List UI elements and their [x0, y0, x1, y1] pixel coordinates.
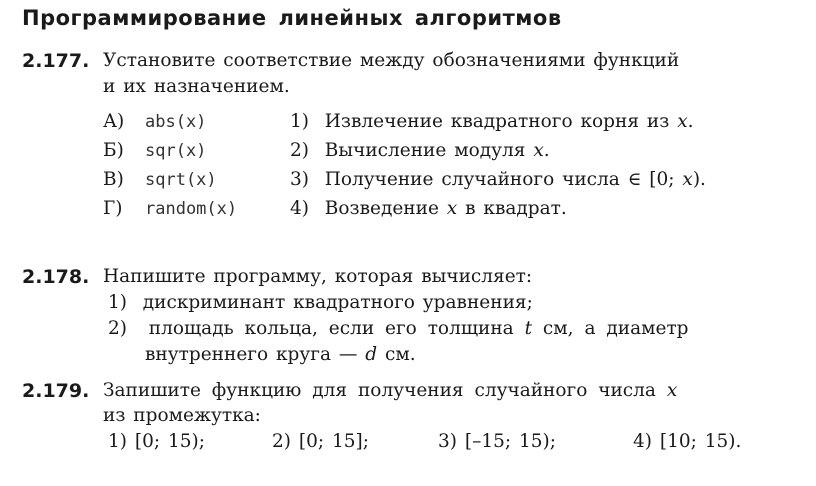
problem-number-2-179: 2.179. [22, 380, 90, 402]
answer-option-1: 1) [0; 15); [108, 431, 205, 452]
problem-number-2-177: 2.177. [22, 50, 90, 72]
function-code-sqrt: sqrt(x) [145, 170, 217, 190]
function-code-abs: abs(x) [145, 112, 207, 132]
problem-2-178-text: Напишите программу, которая вычисляет: [103, 266, 533, 287]
item-var-t: t [524, 318, 533, 339]
problem-2-177-text-line2: и их назначением. [103, 76, 290, 97]
purpose-num: 1) [290, 111, 309, 132]
problem-text: Запишите функцию для получения случайного числа [103, 380, 667, 401]
problem-2-179-text-line2: из промежутка: [103, 405, 261, 426]
function-letter-a: А) [103, 111, 125, 132]
item-text: внутреннего круга — [145, 344, 366, 365]
purpose-text: Извлечение квадратного корня из [324, 111, 678, 132]
problem-2-179-text-line1 [103, 380, 677, 401]
purpose-num: 2) [290, 140, 309, 161]
problem-2-178-item-2-line2 [145, 344, 416, 365]
item-num: 2) [108, 318, 127, 339]
purpose-var: x [677, 111, 688, 132]
function-letter-b: Б) [103, 140, 124, 161]
purpose-item-2 [290, 140, 550, 161]
section-title: Программирование линейных алгоритмов [22, 6, 562, 30]
item-text: дискриминант квадратного уравнения; [142, 292, 533, 313]
item-text-post: см. [377, 344, 416, 365]
purpose-item-1 [290, 111, 694, 132]
purpose-text: Возведение [324, 198, 447, 219]
item-var-d: d [365, 344, 378, 365]
purpose-var: x [446, 198, 458, 219]
purpose-post: . [543, 140, 550, 161]
purpose-num: 3) [290, 169, 309, 190]
purpose-post: . [687, 111, 694, 132]
purpose-post: в квадрат. [457, 198, 567, 219]
purpose-post: ). [692, 169, 706, 190]
function-code-random: random(x) [145, 199, 238, 219]
purpose-var: x [682, 169, 693, 190]
purpose-item-4 [290, 198, 567, 219]
problem-2-178-item-2-line1 [108, 318, 689, 339]
answer-option-4: 4) [10; 15). [633, 431, 742, 452]
item-text: площадь кольца, если его толщина [148, 318, 525, 339]
purpose-text: Получение случайного числа ∈ [0; [324, 169, 683, 190]
function-letter-g: Г) [103, 198, 123, 219]
purpose-var: x [533, 140, 544, 161]
problem-number-2-178: 2.178. [22, 266, 90, 288]
item-num: 1) [108, 292, 127, 313]
purpose-num: 4) [290, 198, 309, 219]
function-code-sqr: sqr(x) [145, 141, 207, 161]
problem-2-178-item-1 [108, 292, 533, 313]
function-letter-v: В) [103, 169, 124, 190]
answer-option-3: 3) [–15; 15); [438, 431, 556, 452]
purpose-item-3 [290, 169, 706, 190]
answer-option-2: 2) [0; 15]; [272, 431, 369, 452]
purpose-text: Вычисление модуля [324, 140, 534, 161]
problem-2-177-text-line1: Установите соответствие между обозначениями функций [103, 50, 680, 71]
problem-var-x: x [666, 380, 678, 401]
item-text-post: см, а диаметр [532, 318, 689, 339]
